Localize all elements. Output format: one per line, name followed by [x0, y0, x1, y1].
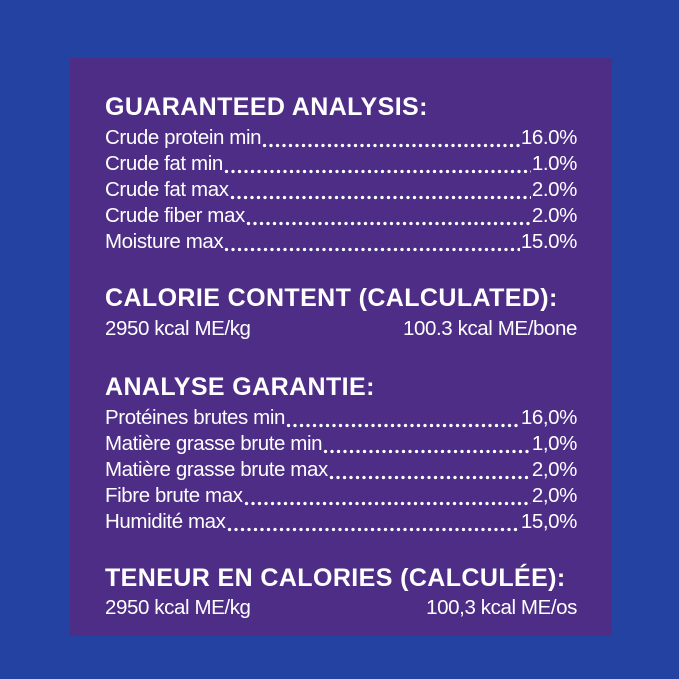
analysis-row-label: Humidité max: [105, 509, 226, 533]
analysis-row-label: Crude fat max: [105, 178, 229, 202]
analysis-row-value: 15.0%: [520, 230, 577, 254]
dot-leader: [323, 449, 531, 454]
analysis-row: [105, 125, 577, 151]
analysis-row: [105, 151, 577, 177]
calorie-per-os: 100,3 kcal ME/os: [426, 596, 577, 619]
calorie-content-title: CALORIE CONTENT (CALCULATED):: [105, 284, 558, 313]
dot-leader: [329, 475, 531, 480]
calorie-per-kg: 2950 kcal ME/kg: [105, 316, 251, 340]
analysis-row-label: Moisture max: [105, 230, 224, 254]
analysis-row: [105, 431, 577, 457]
analysis-row-value: 16.0%: [520, 126, 577, 150]
analysis-row-value: 2,0%: [531, 457, 577, 481]
dot-leader: [246, 221, 531, 226]
calorie-per-kg-fr: 2950 kcal ME/kg: [105, 596, 251, 619]
calorie-per-bone: 100.3 kcal ME/bone: [403, 316, 577, 340]
calorie-values-row-fr: [105, 596, 577, 620]
analysis-row: [105, 509, 577, 535]
dot-leader: [286, 423, 520, 428]
analysis-row-label: Crude protein min: [105, 126, 262, 150]
analysis-row: [105, 203, 577, 229]
dot-leader: [262, 143, 520, 148]
guaranteed-analysis-title: GUARANTEED ANALYSIS:: [105, 93, 428, 121]
analysis-row-label: Matière grasse brute max: [105, 457, 328, 481]
analysis-row: [105, 457, 577, 483]
teneur-calories-title: TENEUR EN CALORIES (CALCULÉE):: [105, 563, 566, 592]
section-teneur-calories: [105, 565, 577, 620]
analysis-row-label: Matière grasse brute min: [105, 431, 323, 455]
analysis-row: [105, 405, 577, 431]
section-calorie-content: [105, 285, 577, 340]
nutrition-panel: [70, 58, 612, 636]
analysis-row-label: Fibre brute max: [105, 483, 243, 507]
analysis-row-value: 2,0%: [531, 483, 577, 507]
analysis-row: [105, 229, 577, 255]
dot-leader: [227, 527, 520, 532]
analysis-row-value: 1.0%: [531, 152, 577, 176]
section-analyse-garantie: [105, 374, 577, 535]
dot-leader: [230, 195, 531, 200]
dot-leader: [244, 501, 531, 506]
analysis-row-label: Crude fiber max: [105, 204, 245, 228]
analysis-row-value: 16,0%: [520, 405, 577, 429]
analysis-row: [105, 177, 577, 203]
dot-leader: [224, 169, 531, 174]
analysis-row-value: 2.0%: [531, 204, 577, 228]
analysis-row-value: 2.0%: [531, 178, 577, 202]
calorie-values-row: [105, 317, 577, 341]
analysis-row: [105, 483, 577, 509]
analyse-garantie-title: ANALYSE GARANTIE:: [105, 372, 375, 401]
analysis-row-label: Protéines brutes min: [105, 405, 286, 429]
section-guaranteed-analysis: [105, 94, 577, 255]
dot-leader: [224, 247, 520, 252]
analysis-row-label: Crude fat min: [105, 152, 223, 176]
analysis-row-value: 15,0%: [520, 509, 577, 533]
analysis-row-value: 1,0%: [531, 431, 577, 455]
